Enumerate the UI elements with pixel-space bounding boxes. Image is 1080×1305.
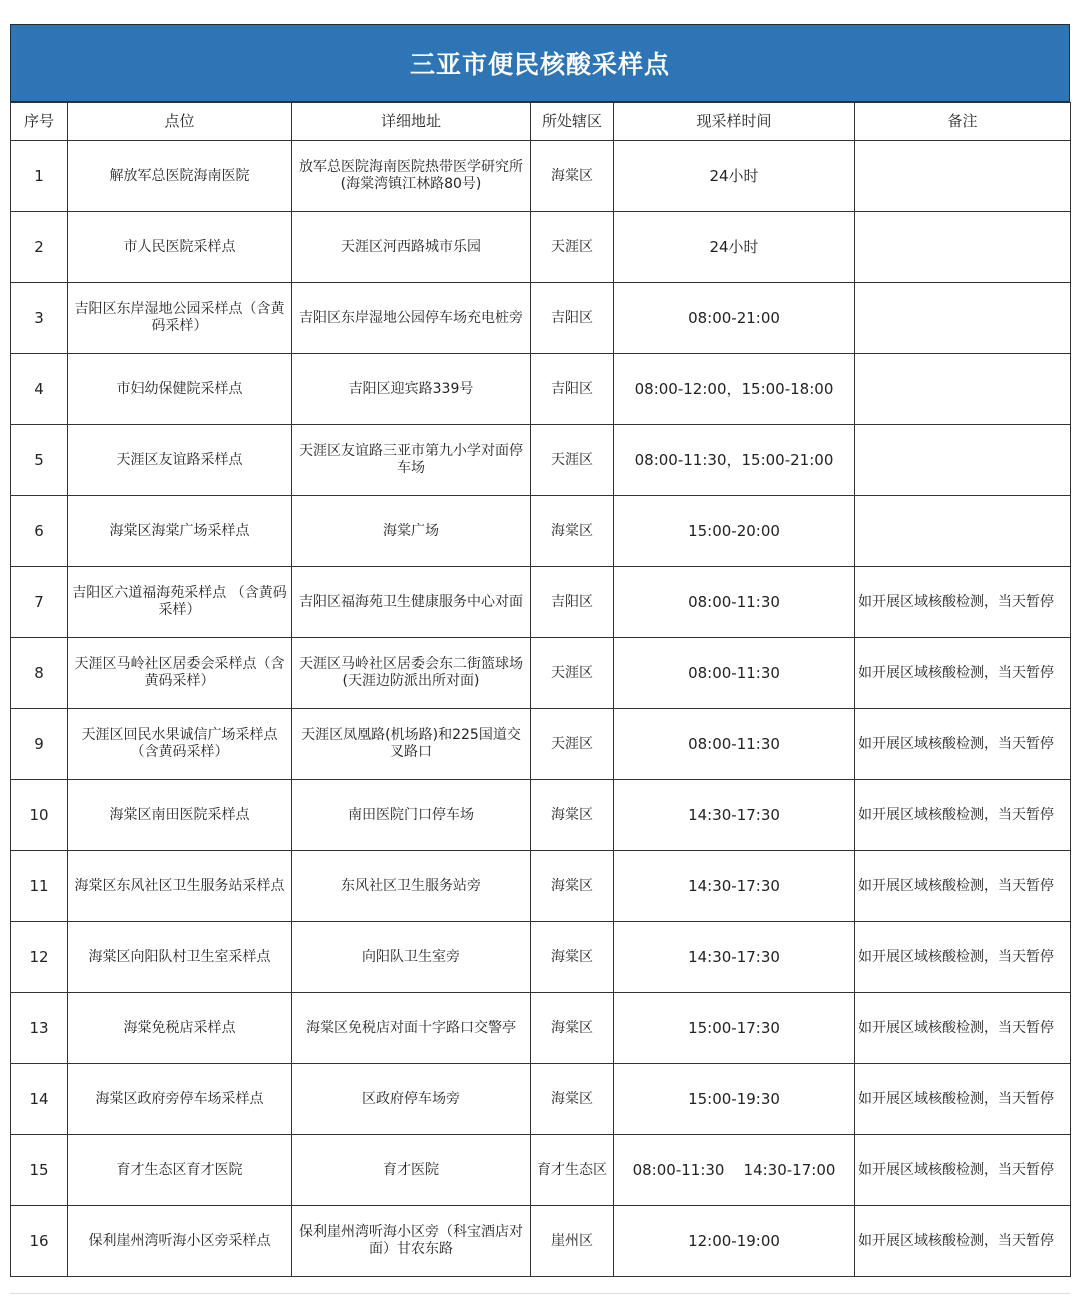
cell-site: 天涯区马岭社区居委会采样点（含黄码采样） [68,638,292,709]
cell-site: 海棠区政府旁停车场采样点 [68,1064,292,1135]
table-row [11,1135,1071,1206]
cell-site: 天涯区友谊路采样点 [68,425,292,496]
cell-index: 13 [11,993,68,1064]
cell-time: 14:30-17:30 [614,780,855,851]
cell-time: 08:00-11:30 [614,638,855,709]
cell-time: 08:00-11:30 14:30-17:00 [614,1135,855,1206]
cell-site: 海棠免税店采样点 [68,993,292,1064]
cell-note: 如开展区域核酸检测，当天暂停 [855,1064,1071,1135]
cell-time: 08:00-12:00，15:00-18:00 [614,354,855,425]
table-row [11,851,1071,922]
table-row [11,496,1071,567]
cell-note [855,141,1071,212]
table-row [11,283,1071,354]
cell-time: 08:00-21:00 [614,283,855,354]
cell-index: 16 [11,1206,68,1277]
cell-time: 15:00-17:30 [614,993,855,1064]
cell-note: 如开展区域核酸检测，当天暂停 [855,709,1071,780]
cell-index: 5 [11,425,68,496]
cell-index: 7 [11,567,68,638]
cell-site: 天涯区回民水果诚信广场采样点（含黄码采样） [68,709,292,780]
cell-index: 3 [11,283,68,354]
cell-time: 15:00-19:30 [614,1064,855,1135]
cell-district: 天涯区 [531,212,614,283]
cell-site: 保利崖州湾听海小区旁采样点 [68,1206,292,1277]
table-row [11,425,1071,496]
header-time: 现采样时间 [614,103,855,141]
header-note: 备注 [855,103,1071,141]
cell-time: 14:30-17:30 [614,922,855,993]
cell-index: 11 [11,851,68,922]
cell-time: 24小时 [614,212,855,283]
header-site: 点位 [68,103,292,141]
cell-index: 15 [11,1135,68,1206]
cell-note [855,283,1071,354]
cell-site: 解放军总医院海南医院 [68,141,292,212]
header-row [11,103,1071,141]
cell-note: 如开展区域核酸检测，当天暂停 [855,638,1071,709]
cell-district: 海棠区 [531,496,614,567]
cell-district: 海棠区 [531,993,614,1064]
page-bottom-divider [10,1293,1070,1294]
cell-site: 吉阳区六道福海苑采样点 （含黄码采样） [68,567,292,638]
cell-time: 08:00-11:30 [614,709,855,780]
cell-note: 如开展区域核酸检测，当天暂停 [855,922,1071,993]
cell-time: 08:00-11:30，15:00-21:00 [614,425,855,496]
cell-address: 天涯区马岭社区居委会东二街篮球场(天涯边防派出所对面) [292,638,531,709]
cell-index: 4 [11,354,68,425]
cell-district: 海棠区 [531,922,614,993]
cell-site: 海棠区海棠广场采样点 [68,496,292,567]
cell-address: 放军总医院海南医院热带医学研究所(海棠湾镇江林路80号) [292,141,531,212]
cell-site: 海棠区向阳队村卫生室采样点 [68,922,292,993]
cell-note [855,425,1071,496]
cell-note: 如开展区域核酸检测，当天暂停 [855,993,1071,1064]
testing-sites-sheet [10,24,1070,1277]
cell-index: 10 [11,780,68,851]
cell-district: 海棠区 [531,851,614,922]
cell-address: 海棠广场 [292,496,531,567]
table-row [11,638,1071,709]
cell-district: 吉阳区 [531,283,614,354]
table-row [11,922,1071,993]
cell-note: 如开展区域核酸检测，当天暂停 [855,851,1071,922]
cell-site: 吉阳区东岸湿地公园采样点（含黄码采样） [68,283,292,354]
cell-site: 育才生态区育才医院 [68,1135,292,1206]
cell-note [855,496,1071,567]
cell-time: 12:00-19:00 [614,1206,855,1277]
cell-time: 15:00-20:00 [614,496,855,567]
cell-site: 市人民医院采样点 [68,212,292,283]
cell-district: 海棠区 [531,141,614,212]
cell-index: 2 [11,212,68,283]
table-row [11,993,1071,1064]
cell-index: 8 [11,638,68,709]
cell-district: 天涯区 [531,638,614,709]
cell-address: 区政府停车场旁 [292,1064,531,1135]
cell-address: 海棠区免税店对面十字路口交警亭 [292,993,531,1064]
cell-note [855,354,1071,425]
header-index: 序号 [11,103,68,141]
cell-address: 吉阳区东岸湿地公园停车场充电桩旁 [292,283,531,354]
cell-site: 海棠区东风社区卫生服务站采样点 [68,851,292,922]
cell-district: 崖州区 [531,1206,614,1277]
cell-note: 如开展区域核酸检测，当天暂停 [855,1135,1071,1206]
header-address: 详细地址 [292,103,531,141]
cell-time: 08:00-11:30 [614,567,855,638]
cell-site: 市妇幼保健院采样点 [68,354,292,425]
cell-address: 吉阳区迎宾路339号 [292,354,531,425]
cell-address: 天涯区友谊路三亚市第九小学对面停车场 [292,425,531,496]
cell-time: 24小时 [614,141,855,212]
header-district: 所处辖区 [531,103,614,141]
cell-time: 14:30-17:30 [614,851,855,922]
cell-index: 14 [11,1064,68,1135]
table-row [11,1064,1071,1135]
cell-district: 天涯区 [531,425,614,496]
cell-index: 12 [11,922,68,993]
table-row [11,567,1071,638]
table-row [11,141,1071,212]
table-row [11,212,1071,283]
cell-address: 保利崖州湾听海小区旁（科宝酒店对面）甘农东路 [292,1206,531,1277]
cell-site: 海棠区南田医院采样点 [68,780,292,851]
table-row [11,780,1071,851]
cell-note: 如开展区域核酸检测，当天暂停 [855,1206,1071,1277]
cell-index: 6 [11,496,68,567]
cell-address: 天涯区河西路城市乐园 [292,212,531,283]
cell-district: 海棠区 [531,780,614,851]
cell-address: 育才医院 [292,1135,531,1206]
testing-sites-table [10,102,1071,1277]
table-row [11,354,1071,425]
table-row [11,1206,1071,1277]
cell-address: 向阳队卫生室旁 [292,922,531,993]
cell-note [855,212,1071,283]
cell-index: 1 [11,141,68,212]
cell-address: 吉阳区福海苑卫生健康服务中心对面 [292,567,531,638]
cell-district: 海棠区 [531,1064,614,1135]
table-row [11,709,1071,780]
cell-district: 天涯区 [531,709,614,780]
cell-address: 南田医院门口停车场 [292,780,531,851]
cell-index: 9 [11,709,68,780]
cell-district: 吉阳区 [531,354,614,425]
cell-note: 如开展区域核酸检测，当天暂停 [855,567,1071,638]
cell-address: 东风社区卫生服务站旁 [292,851,531,922]
cell-note: 如开展区域核酸检测，当天暂停 [855,780,1071,851]
cell-district: 育才生态区 [531,1135,614,1206]
cell-address: 天涯区凤凰路(机场路)和225国道交叉路口 [292,709,531,780]
cell-district: 吉阳区 [531,567,614,638]
sheet-title: 三亚市便民核酸采样点 [10,24,1070,102]
